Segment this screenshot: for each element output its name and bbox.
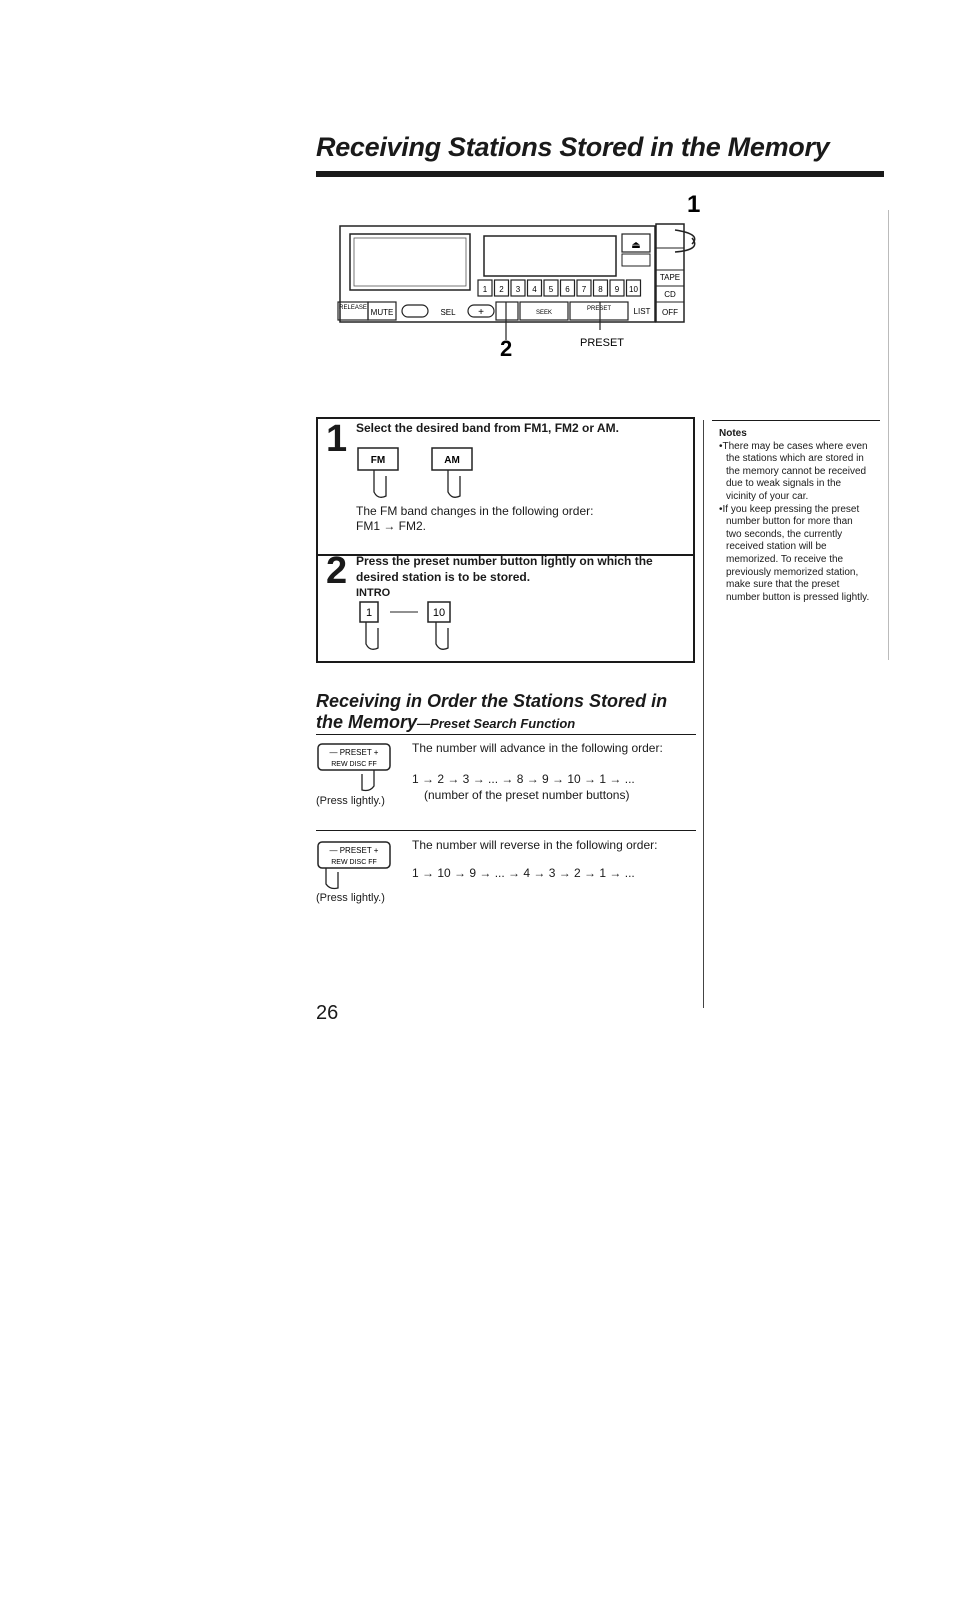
preset-button-label: 4 [532,285,537,294]
finger-press-icon [362,770,374,791]
note-item: • There may be cases where even the stations which are stored in the memory cannot be received due to weak signals in the vicinity of your car. [719,441,871,504]
step-1-buttons-illustration [356,446,486,502]
subsection-mid-rule [316,830,696,831]
preset-button-label: 9 [614,285,620,294]
am-label: AM [444,455,460,466]
preset-disc-label: PRESET [586,306,612,312]
callout-2: 2 [500,336,513,361]
subsection-function-name: —Preset Search Function [417,716,576,731]
preset-button-label: 7 [581,285,587,294]
step-1-number: 1 [326,418,348,460]
tape-label: TAPE [659,273,681,282]
mute-label: MUTE [370,308,394,317]
subsection-title-text: Receiving in Order the Stations Stored in the Memory [316,691,668,732]
sel-label: SEL [440,308,456,317]
step-2-heading: Press the preset number button lightly on which the desired station is to be stored. [356,554,653,584]
list-label: LIST [633,307,651,316]
preset-button-label: 1 [482,285,488,294]
notes-heading: Notes [719,428,747,439]
preset-forward-bottom: REW DISC FF [331,761,377,768]
preset-1-label: 1 [365,607,373,619]
step-2-buttons-illustration [356,600,466,656]
column-divider [703,420,704,1008]
finger-press-icon [326,868,338,889]
press-lightly-label: (Press lightly.) [316,892,385,904]
number-buttons [478,280,641,296]
forward-note: (number of the preset number buttons) [424,788,630,802]
preset-forward-top: — PRESET + [329,748,379,757]
notes-rule [712,420,880,421]
finger-press-icon [366,622,378,649]
preset-button-label: 2 [499,285,504,294]
press-lightly-label: (Press lightly.) [316,795,385,807]
stereo-panel-diagram [330,190,720,370]
intro-label: INTRO [356,587,391,599]
fm-label: FM [370,455,386,466]
forward-sequence: 1 → 2 → 3 → ... → 8 → 9 → 10 → 1 → ... [412,772,635,786]
edge-rule [888,210,889,660]
off-label: OFF [662,308,678,317]
finger-press-icon [374,470,386,497]
step-1-order: FM1 → FM2. [356,519,427,533]
reverse-text: The number will reverse in the following order: [412,838,658,852]
preset-reverse-top: — PRESET + [329,846,379,855]
preset-reverse-bottom: REW DISC FF [331,859,377,866]
svg-text:+: + [478,307,484,318]
step-1-text: The FM band changes in the following order: [356,504,594,518]
minus-button [402,305,428,317]
step-1-heading: Select the desired band from FM1, FM2 or AM. [356,421,619,435]
subsection-title [316,691,696,734]
cd-label: CD [664,290,676,299]
preset-forward-button-illustration [316,742,396,792]
preset-button-label: 6 [565,285,570,294]
page-title: Receiving Stations Stored in the Memory [316,132,830,162]
preset-button-label: 3 [515,285,521,294]
step-2-number: 2 [326,550,348,592]
preset-button-label: 10 [629,285,638,294]
forward-text: The number will advance in the following order: [412,741,663,755]
preset-button-label: 5 [548,285,554,294]
disp-button [622,254,650,266]
release-label: RELEASE [339,305,367,311]
callout-1: 1 [687,191,701,218]
subsection-rule [316,734,696,735]
finger-press-icon [448,470,460,497]
title-rule [316,171,884,177]
eject-icon: ⏏ [631,240,641,251]
page-number: 26 [316,1002,339,1024]
note-item: • If you keep pressing the preset number button for more than two seconds, the currently received station will be memorized. To receive the previously memorized station, make sure that the preset number button is pressed lightly. [719,504,871,605]
preset-reverse-button-illustration [316,840,396,890]
seek-label: SEEK [535,310,553,316]
preset-label: PRESET [580,337,625,349]
reverse-sequence: 1 → 10 → 9 → ... → 4 → 3 → 2 → 1 → ... [412,866,635,880]
finger-press-icon [436,622,448,649]
preset-10-label: 10 [432,607,446,619]
local-button [496,302,518,320]
notes [719,428,871,604]
preset-button-label: 8 [598,285,603,294]
